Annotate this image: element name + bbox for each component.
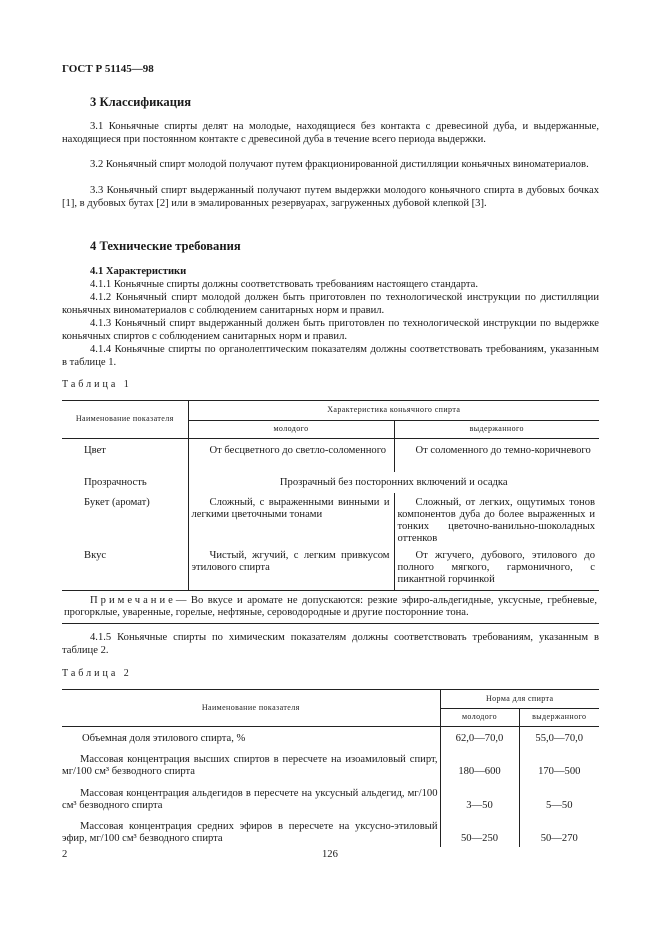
table-row	[62, 727, 599, 748]
table-1-row-1-name: Цвет	[62, 439, 188, 472]
table-1-note-text: — Во вкусе и аромате не допускаются: резкие эфиро-альдегидные, уксусные, гребневые, прогорклые, уваренные, горелые, нефтяные, сероводородные и другие посторонние тона.	[64, 595, 597, 618]
table-2-header-name: Наименование показателя	[62, 690, 440, 727]
table-1-header-aged: выдержанного	[394, 421, 599, 439]
table-row	[62, 748, 599, 784]
table-1-row-2-both: Прозрачный без посторонних включений и осадка	[279, 476, 508, 488]
table-1-row-4-aged: От жгучего, дубового, этилового до полного мягкого, гармоничного, с пикантной горчинкой	[397, 549, 595, 585]
table-2-row-3-young: 3—50	[440, 784, 519, 817]
paragraph-4-1-5: 4.1.5 Коньячные спирты по химическим показателям должны соответствовать требованиям, указанным в таблице 2.	[62, 632, 599, 656]
table-1-row-1-aged: От соломенного до темно-коричневого	[415, 445, 591, 456]
table-row	[62, 784, 599, 817]
table-2-row-4-aged: 50—270	[540, 832, 578, 844]
table-2-row-2-name: Массовая концентрация высших спиртов в пересчете на изоамиловый спирт, мг/100 см³ безводного спирта	[62, 748, 440, 784]
table-row	[62, 493, 599, 549]
table-2-header-group: Норма для спирта	[440, 690, 599, 709]
paragraph-3-3: 3.3 Коньячный спирт выдержанный получают путем выдержки молодого коньячного спирта в дубовых бочках [1], в дубовых бутах [2] или в эмалированных резервуарах, загруженных дубовой клепкой [3].	[62, 185, 599, 209]
table-2-row-2-young: 180—600	[440, 748, 519, 784]
standard-header: ГОСТ Р 51145—98	[62, 63, 154, 75]
table-1-note-label: Примечание	[90, 595, 176, 606]
table-2-label: Таблица 2	[62, 668, 132, 679]
table-1-row-2-name: Прозрачность	[62, 472, 188, 493]
table-1-row-4-young: Чистый, жгучий, с легким привкусом этилового спирта	[188, 549, 394, 591]
table-1-row-4-name: Вкус	[62, 549, 188, 591]
table-2	[62, 689, 599, 847]
table-2-row-2-aged: 170—500	[538, 765, 581, 777]
table-2-row-3-name: Массовая концентрация альдегидов в пересчете на уксусный альдегид, мг/100 см³ безводного спирта	[62, 784, 440, 817]
table-row	[62, 549, 599, 591]
paragraph-4-1-1: 4.1.1 Коньячные спирты должны соответствовать требованиям настоящего стандарта.	[90, 279, 479, 290]
paragraph-4-1-3: 4.1.3 Коньячный спирт выдержанный должен быть приготовлен по технологической инструкции по выдержке коньячных спиртов с соблюдением санитарных норм и правил.	[62, 318, 599, 342]
table-1-header-name: Наименование показателя	[62, 401, 188, 439]
table-note-row	[62, 591, 599, 624]
table-2-row-1-aged: 55,0—70,0	[535, 733, 584, 744]
table-2-row-3-aged: 5—50	[546, 799, 573, 811]
table-1-header-group: Характеристика коньячного спирта	[188, 401, 599, 421]
table-row	[62, 817, 599, 847]
subsection-4-1-title: 4.1 Характеристики	[90, 266, 187, 277]
table-1	[62, 400, 599, 624]
page-number-left: 2	[62, 849, 68, 860]
table-2-row-4-young: 50—250	[440, 817, 519, 847]
paragraph-4-1-2: 4.1.2 Коньячный спирт молодой должен быть приготовлен по технологической инструкции по дистилляции коньячных виноматериалов с соблюдением санитарных норм и правил.	[62, 292, 599, 316]
table-1-header-young: молодого	[188, 421, 394, 439]
table-row	[62, 472, 599, 493]
table-1-label: Таблица 1	[62, 379, 132, 390]
paragraph-4-1-4: 4.1.4 Коньячные спирты по органолептическим показателям должны соответствовать требованиям, указанным в таблице 1.	[62, 344, 599, 368]
table-1-row-1-young: От бесцветного до светло-соломенного	[188, 439, 394, 472]
table-1-row-3-name: Букет (аромат)	[62, 493, 188, 549]
section-4-title: 4 Технические требования	[90, 239, 241, 253]
section-3-title: 3 Классификация	[90, 95, 192, 109]
table-1-row-3-young: Сложный, с выраженными винными и легкими цветочными тонами	[188, 493, 394, 549]
table-2-row-4-name: Массовая концентрация средних эфиров в пересчете на уксусно-этиловый эфир, мг/100 см³ безводного спирта	[62, 817, 440, 847]
table-2-row-1-name: Объемная доля этилового спирта, %	[62, 727, 440, 748]
paragraph-3-2: 3.2 Коньячный спирт молодой получают путем фракционированной дистилляции коньячных виноматериалов.	[90, 159, 589, 170]
page-number-center: 126	[322, 849, 338, 860]
table-1-note	[62, 591, 599, 624]
table-1-row-3-aged: Сложный, от легких, ощутимых тонов компонентов дуба до более выраженных и тонких цветочно-ванильно-шоколадных оттенков	[397, 496, 595, 544]
paragraph-3-1: 3.1 Коньячные спирты делят на молодые, находящиеся без контакта с древесиной дуба, и выдержанные, находящиеся при постоянном контакте с древесиной дуба в течение всего периода выдержки.	[62, 121, 599, 145]
table-2-row-1-young: 62,0—70,0	[440, 727, 519, 748]
table-row	[62, 439, 599, 472]
table-2-header-aged: выдержанного	[519, 709, 599, 727]
table-2-header-young: молодого	[440, 709, 519, 727]
